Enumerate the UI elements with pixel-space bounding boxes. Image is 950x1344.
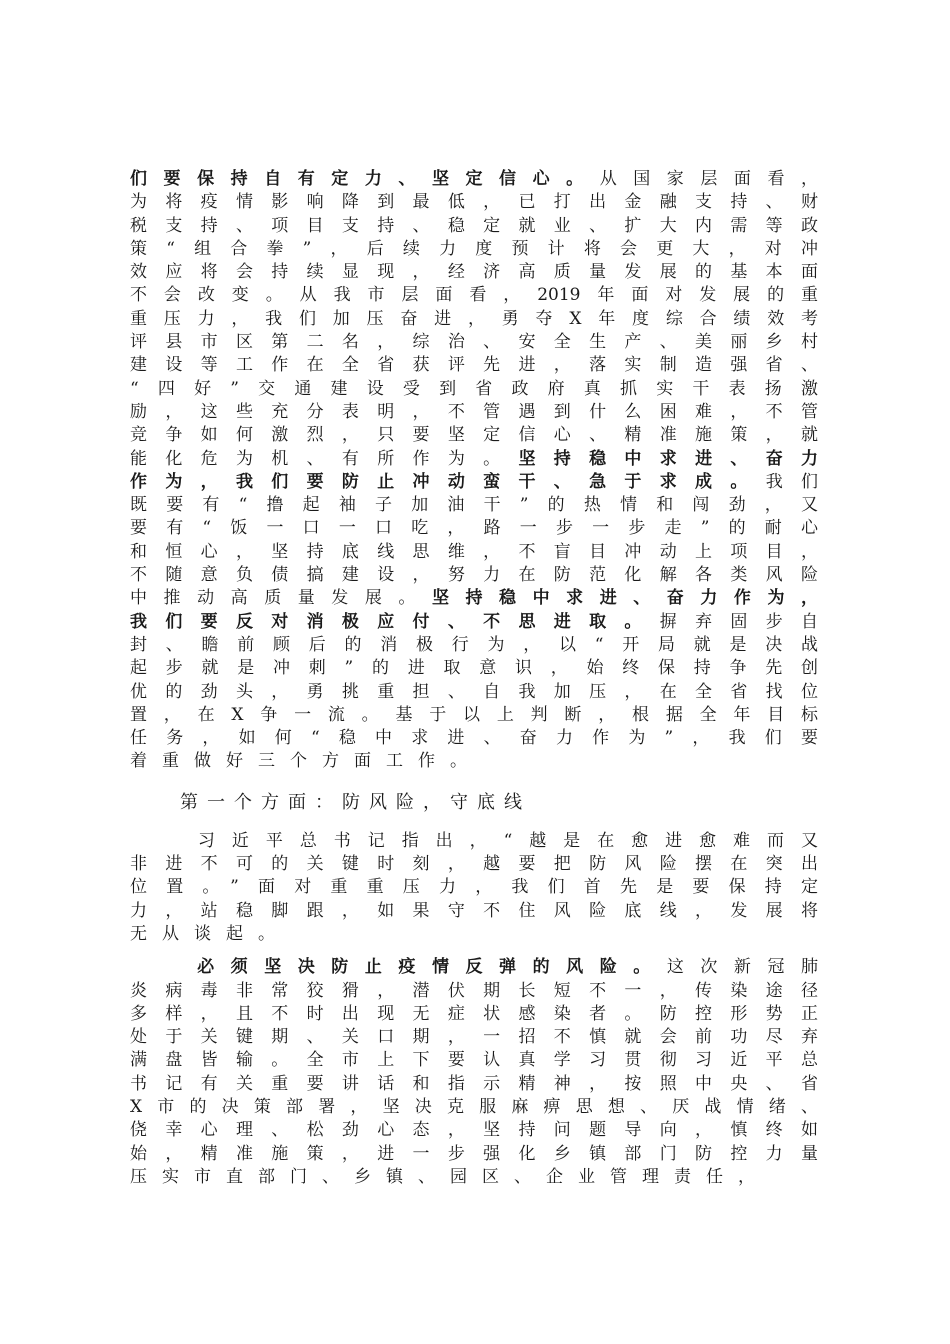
text-line	[130, 1119, 818, 1142]
text-segment: 策“组合拳”，后续力度预计将会更大，对冲	[130, 238, 818, 259]
text-segment: 要有“饭一口一口吃，路一步一步走”的耐心	[130, 518, 818, 539]
text-line	[130, 876, 818, 899]
text-line	[130, 956, 818, 979]
text-line	[130, 900, 818, 923]
text-segment: 这次新冠肺	[666, 957, 819, 978]
text-line	[130, 611, 818, 634]
text-segment: 起步就是冲刺”的进取意识，始终保持争先创	[130, 658, 818, 679]
document-page	[130, 168, 818, 1189]
text-segment: 封、瞻前顾后的消极行为，以“开局就是决战	[130, 634, 818, 655]
text-line	[130, 657, 818, 680]
text-line	[130, 564, 818, 587]
text-line	[130, 378, 818, 401]
text-segment: 力，站稳脚跟，如果守不住风险底线，发展将	[130, 900, 818, 921]
text-line	[130, 750, 818, 773]
text-segment: 始，精准施策，进一步强化乡镇部门防控力量	[130, 1143, 818, 1164]
text-segment: 位置。”面对重重压力，我们首先是要保持定	[130, 877, 818, 898]
text-line	[130, 284, 818, 307]
bold-text-segment: 必须坚决防止疫情反弹的风险。	[130, 957, 667, 978]
text-line	[130, 191, 818, 214]
text-line	[130, 980, 818, 1003]
text-line	[130, 830, 818, 853]
quote-paragraph	[130, 830, 818, 946]
text-line	[130, 1073, 818, 1096]
text-line	[130, 261, 818, 284]
text-segment: 多样，且不时出现无症状感染者。防控形势正	[130, 1003, 818, 1024]
text-segment: 税支持、项目支持、稳定就业、扩大内需等政	[130, 215, 818, 236]
text-segment: 任务，如何“稳中求进、奋力作为”，我们要	[130, 728, 818, 749]
text-segment: “四好”交通建设受到省政府真抓实干表扬激	[130, 378, 818, 399]
text-line	[130, 1166, 818, 1189]
text-segment: 为将疫情影响降到最低，已打出金融支持、财	[130, 192, 818, 213]
text-segment: 不会改变。从我市层面看，2019年面对发展的重	[130, 285, 818, 306]
text-segment: 非进不可的关键时刻，越要把防风险摆在突出	[130, 854, 818, 875]
text-segment: 既要有“撸起袖子加油干”的热情和闯劲，又	[130, 495, 818, 516]
paragraph-gap	[130, 946, 818, 956]
text-segment: 评县市区第二名，综治、安全生产、美丽乡村	[130, 332, 818, 353]
text-line	[130, 923, 818, 946]
text-segment: 和恒心，坚持底线思维，不盲目冲动上项目，	[130, 541, 818, 562]
text-segment: 无从谈起。	[130, 923, 290, 944]
text-line	[130, 1143, 818, 1166]
text-segment: 置，在X争一流。基于以上判断，根据全年目标	[130, 704, 818, 725]
text-line	[130, 168, 818, 191]
text-line	[130, 238, 818, 261]
text-line	[130, 681, 818, 704]
text-segment: 压实市直部门、乡镇、园区、企业管理责任，	[130, 1166, 770, 1187]
text-line	[130, 494, 818, 517]
text-segment: 习近平总书记指出，“越是在愈进愈难而又	[130, 830, 818, 851]
text-line	[130, 1096, 818, 1119]
text-segment: 处于关键期、关口期，一招不慎就会前功尽弃	[130, 1027, 818, 1048]
text-segment: 建设等工作在全省获评先进，落实制造强省、	[130, 355, 818, 376]
text-line	[130, 727, 818, 750]
text-segment: 励，这些充分表明，不管遇到什么困难，不管	[130, 401, 818, 422]
text-segment: 竞争如何激烈，只要坚定信心、精准施策，就	[130, 425, 818, 446]
section-heading: 第一个方面：防风险，守底线	[180, 791, 531, 813]
text-line	[130, 471, 818, 494]
text-line	[130, 308, 818, 331]
text-segment: 重压力，我们加压奋进，勇夺X年度综合绩效考	[130, 308, 818, 329]
text-segment: 从国家层面看，	[599, 169, 819, 189]
text-line	[130, 424, 818, 447]
text-line	[130, 704, 818, 727]
text-line	[130, 1026, 818, 1049]
epidemic-risk-paragraph	[130, 956, 818, 1189]
text-line	[130, 1049, 818, 1072]
text-segment: X市的决策部署，坚决克服麻痹思想、厌战情绪、	[130, 1096, 818, 1117]
text-line	[130, 354, 818, 377]
text-line	[130, 634, 818, 657]
intro-paragraph	[130, 168, 818, 774]
text-segment: 效应将会持续显现，经济高质量发展的基本面	[130, 262, 818, 283]
text-segment: 侥幸心理、松劲心态，坚持问题导向，慎终如	[130, 1120, 818, 1141]
text-segment: 满盘皆输。全市上下要认真学习贯彻习近平总	[130, 1050, 818, 1071]
text-line	[130, 215, 818, 238]
text-line	[130, 448, 818, 471]
bold-text-segment: 坚持稳中求进、奋力	[518, 448, 819, 469]
text-line	[130, 1003, 818, 1026]
text-segment: 书记有关重要讲话和指示精神，按照中央、省	[130, 1073, 818, 1094]
text-segment: 中推动高质量发展。	[130, 588, 432, 609]
text-segment: 优的劲头，勇挑重担、自我加压，在全省找位	[130, 681, 818, 702]
text-line	[130, 853, 818, 876]
bold-text-segment: 们要保持自有定力、坚定信心。	[130, 169, 600, 189]
text-line	[130, 587, 818, 610]
text-segment: 我们	[765, 471, 819, 492]
text-line	[130, 517, 818, 540]
text-line	[130, 331, 818, 354]
text-segment: 着重做好三个方面工作。	[130, 751, 482, 772]
bold-text-segment: 我们要反对消极应付、不思进取。	[130, 611, 660, 632]
text-segment: 不随意负债搞建设，努力在防范化解各类风险	[130, 565, 818, 586]
bold-text-segment: 作为，我们要防止冲动蛮干、急于求成。	[130, 471, 766, 492]
text-segment: 能化危为机、有所作为。	[130, 448, 519, 469]
text-line	[130, 541, 818, 564]
text-segment: 摒弃固步自	[659, 611, 819, 632]
text-segment: 炎病毒非常狡猾，潜伏期长短不一，传染途径	[130, 980, 818, 1001]
bold-text-segment: 坚持稳中求进、奋力作为，	[431, 588, 819, 609]
text-line	[130, 401, 818, 424]
